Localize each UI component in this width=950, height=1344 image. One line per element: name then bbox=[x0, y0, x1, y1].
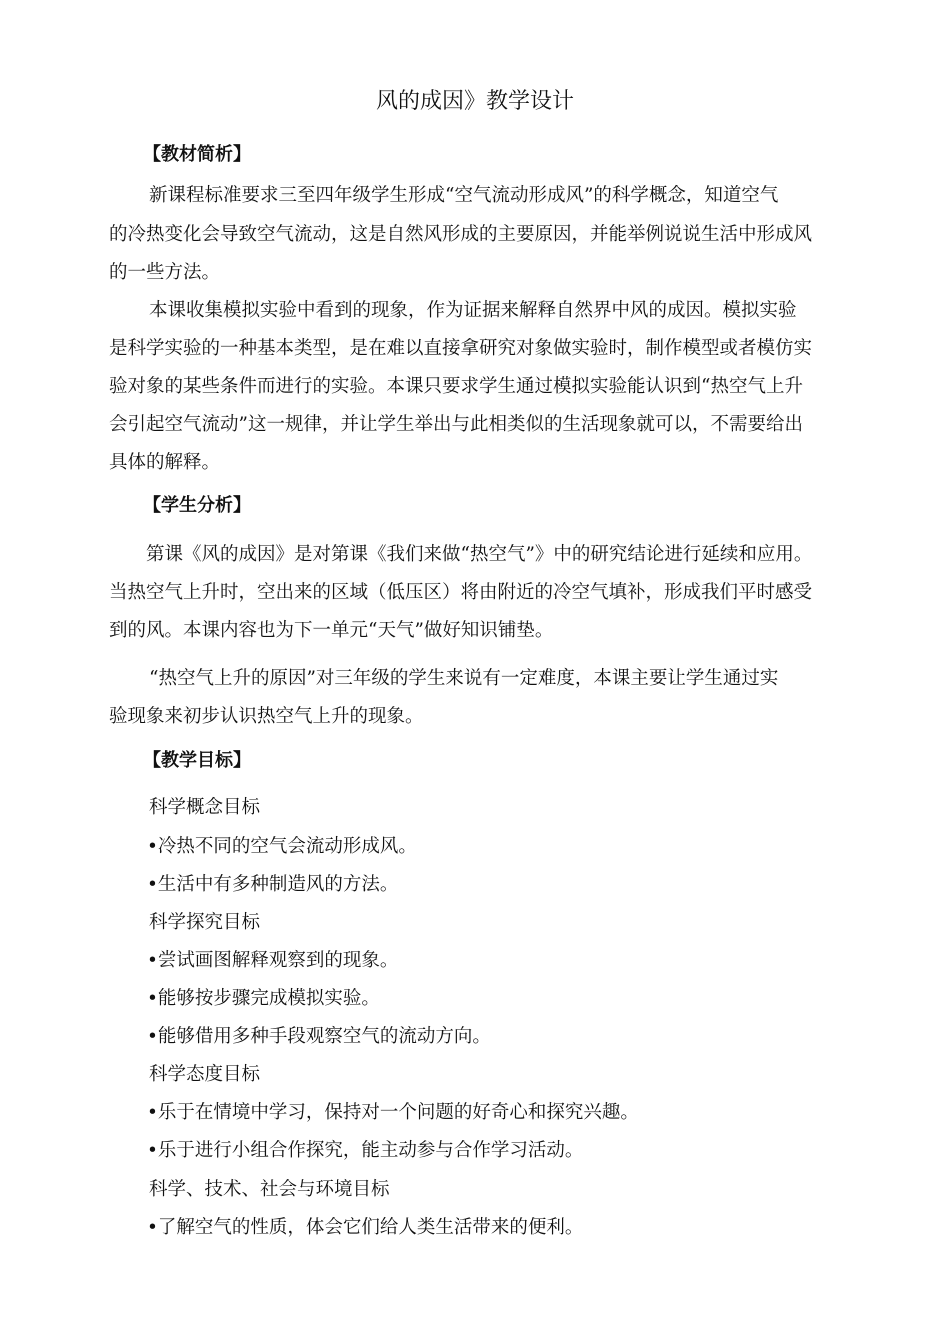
text-line: 第课《风的成因》是对第课《我们来做“热空气”》中的研究结论进行延续和应用。 bbox=[146, 544, 813, 565]
goal-item: •了解空气的性质，体会它们给人类生活带来的便利。 bbox=[147, 1217, 584, 1238]
text-line: “热空气上升的原因”对三年级的学生来说有一定难度，本课主要让学生通过实 bbox=[149, 668, 779, 689]
text-line: 本课收集模拟实验中看到的现象，作为证据来解释自然界中风的成因。模拟实验 bbox=[149, 300, 797, 321]
document-title: 风的成因》教学设计 bbox=[375, 89, 574, 114]
text-line: 的冷热变化会导致空气流动，这是自然风形成的主要原因，并能举例说说生活中形成风 bbox=[109, 224, 813, 245]
text-line: 验现象来初步认识热空气上升的现象。 bbox=[109, 706, 424, 727]
goal-item: •尝试画图解释观察到的现象。 bbox=[147, 950, 399, 971]
section-heading-student-analysis: 【学生分析】 bbox=[143, 495, 251, 516]
section-heading-textbook-analysis: 【教材简析】 bbox=[143, 144, 251, 165]
text-line: 会引起空气流动”这一规律，并让学生举出与此相类似的生活现象就可以，不需要给出 bbox=[109, 414, 803, 435]
text-line: 新课程标准要求三至四年级学生形成“空气流动形成风”的科学概念，知道空气 bbox=[149, 185, 779, 206]
text-line: 当热空气上升时，空出来的区域（低压区）将由附近的冷空气填补，形成我们平时感受 bbox=[109, 582, 813, 603]
goal-group-title: 科学探究目标 bbox=[149, 912, 261, 933]
text-line: 验对象的某些条件而进行的实验。本课只要求学生通过模拟实验能认识到“热空气上升 bbox=[109, 376, 803, 397]
goal-group-title: 科学概念目标 bbox=[149, 797, 261, 818]
text-line: 到的风。本课内容也为下一单元“天气”做好知识铺垫。 bbox=[109, 620, 554, 641]
goal-item: •能够按步骤完成模拟实验。 bbox=[147, 988, 380, 1009]
goal-item: •乐于在情境中学习，保持对一个问题的好奇心和探究兴趣。 bbox=[147, 1102, 639, 1123]
goal-item: •生活中有多种制造风的方法。 bbox=[147, 874, 399, 895]
goal-item: •乐于进行小组合作探究，能主动参与合作学习活动。 bbox=[147, 1140, 584, 1161]
goal-group-title: 科学、技术、社会与环境目标 bbox=[149, 1179, 390, 1200]
text-line: 是科学实验的一种基本类型，是在难以直接拿研究对象做实验时，制作模型或者模仿实 bbox=[109, 338, 813, 359]
section-heading-teaching-goals: 【教学目标】 bbox=[143, 750, 251, 771]
goal-item: •能够借用多种手段观察空气的流动方向。 bbox=[147, 1026, 491, 1047]
goal-group-title: 科学态度目标 bbox=[149, 1064, 261, 1085]
goal-item: •冷热不同的空气会流动形成风。 bbox=[147, 836, 417, 857]
text-line: 的一些方法。 bbox=[109, 262, 221, 283]
text-line: 具体的解释。 bbox=[109, 452, 221, 473]
